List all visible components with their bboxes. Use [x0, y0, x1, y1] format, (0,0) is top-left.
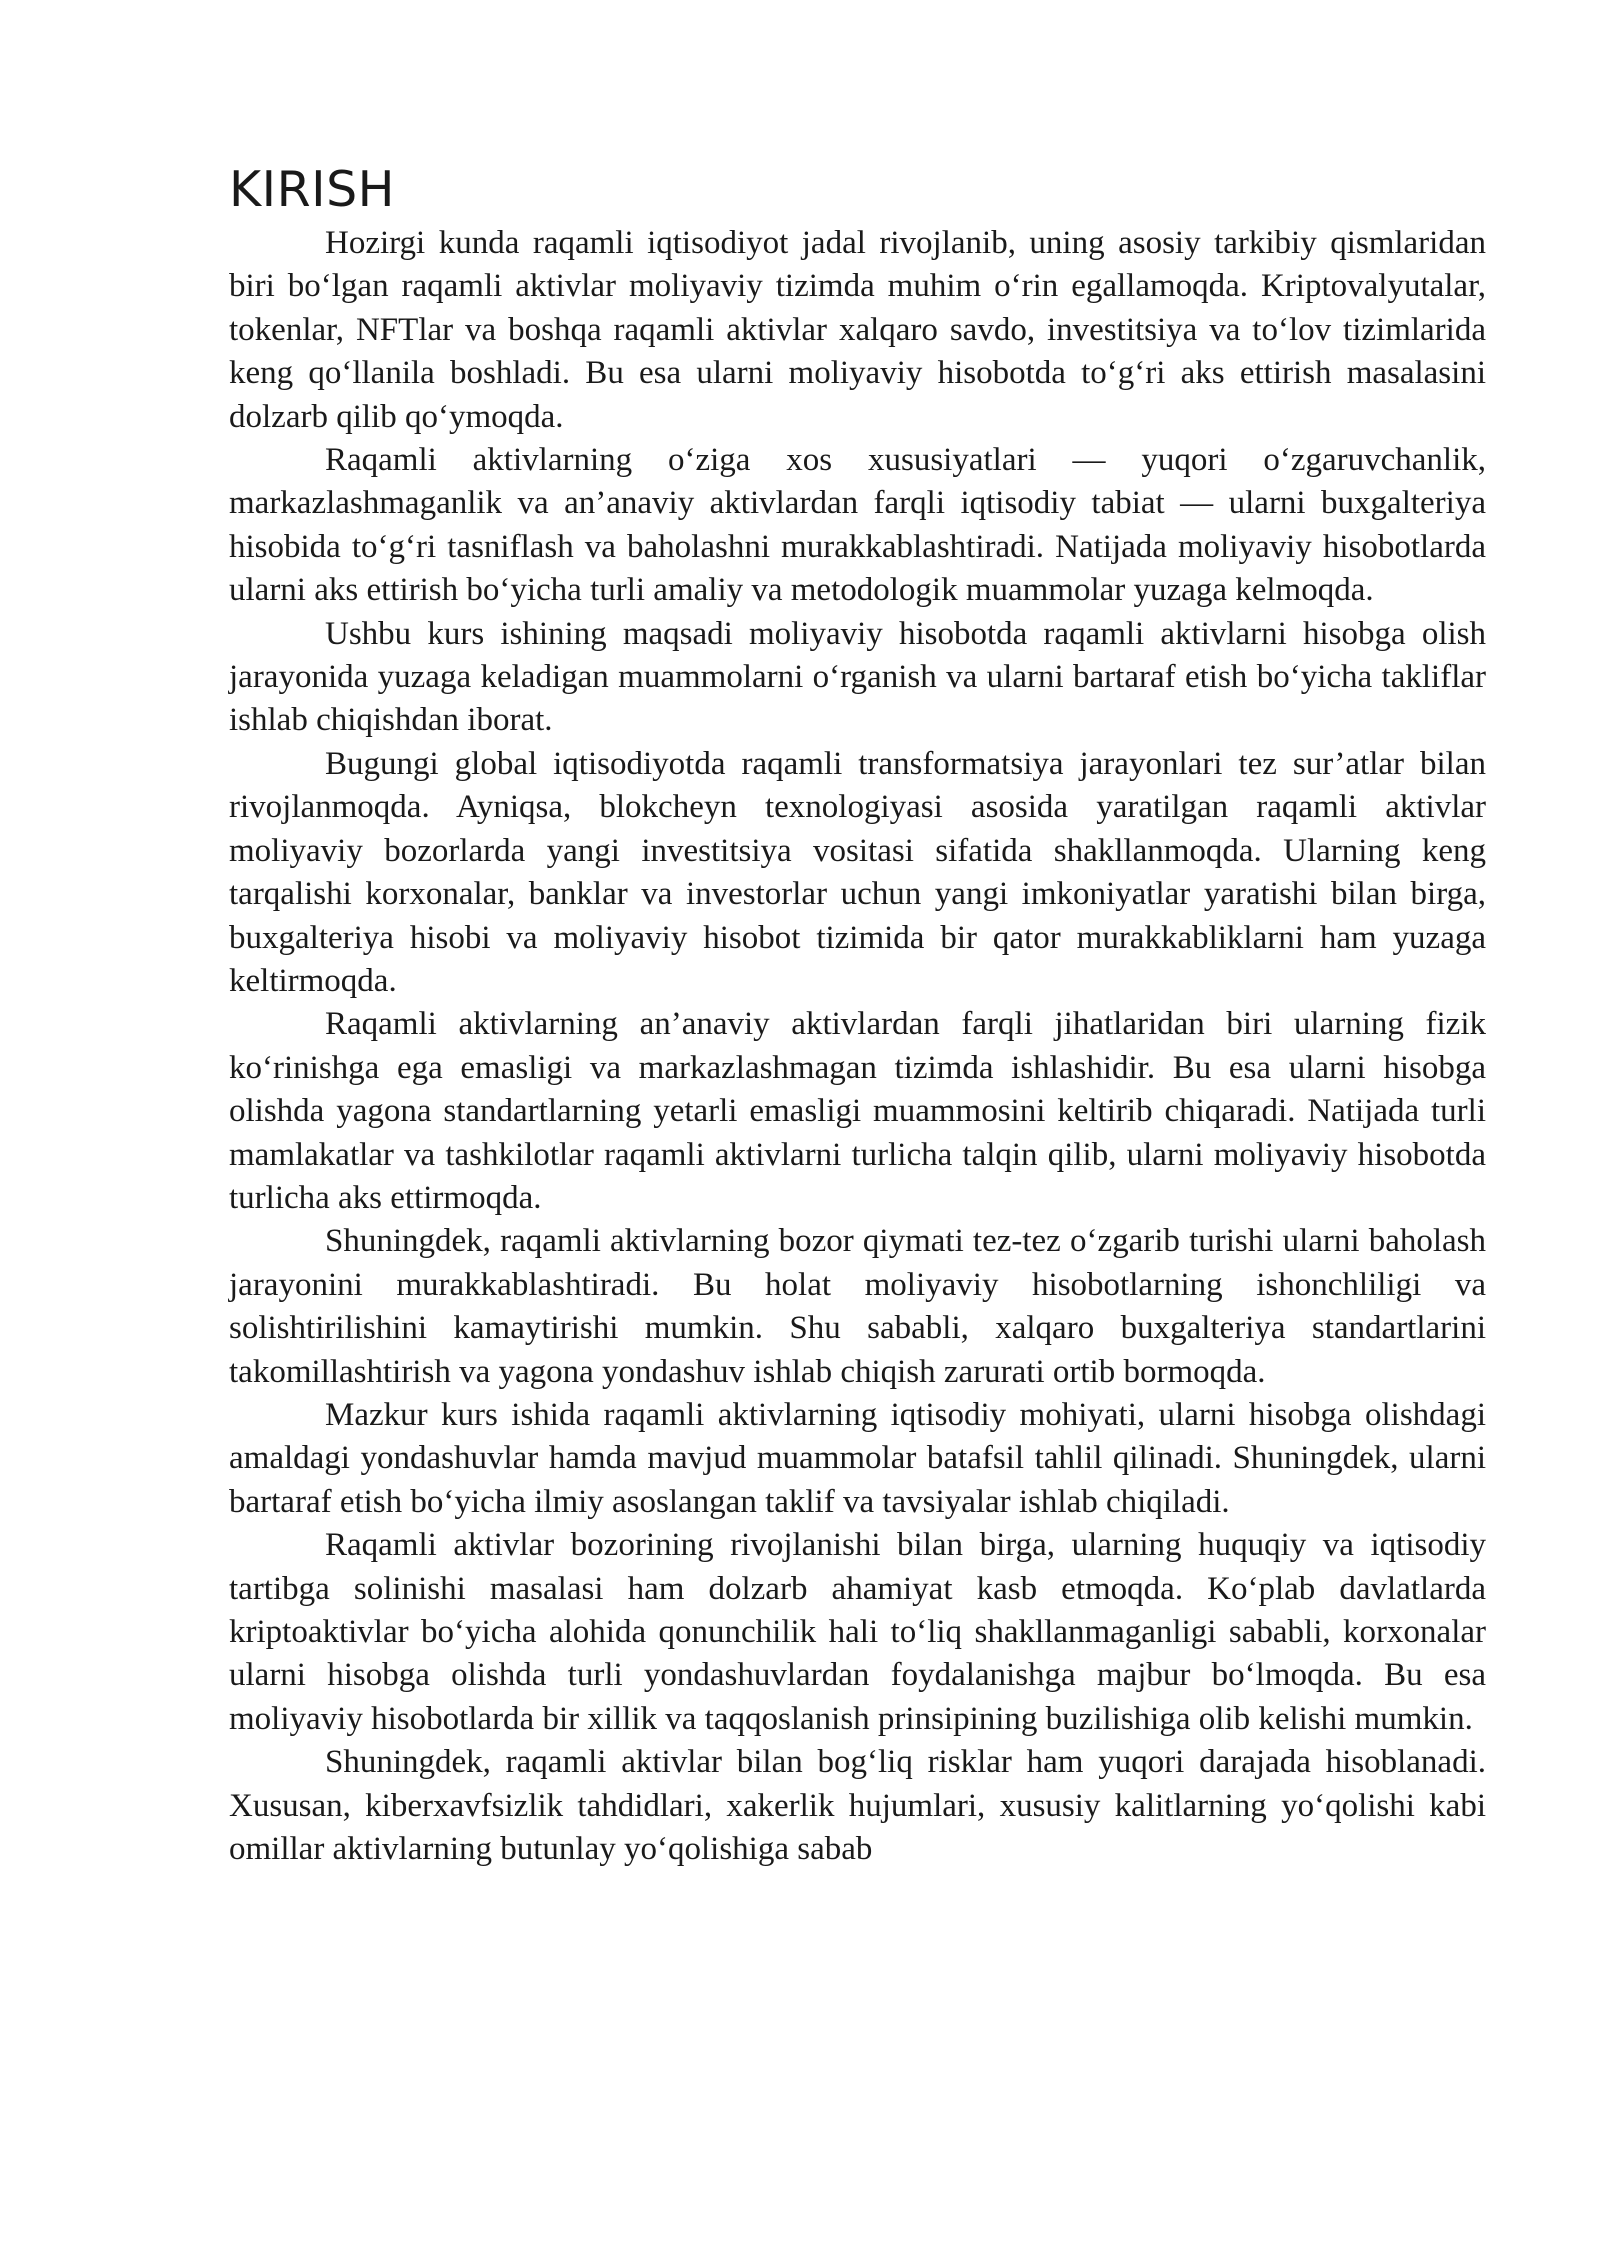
paragraph-4: Bugungi global iqtisodiyotda raqamli transformatsiya jarayonlari tez sur’atlar bilan rivojlanmoqda. Ayniqsa, blokcheyn texnologiyasi asosida yaratilgan raqamli aktivlar moliyaviy bozorlarda yangi investitsiya vositasi sifatida shakllanmoqda. Ularning keng tarqalishi korxonalar, banklar va investorlar uchun yangi imkoniyatlar yaratishi bilan birga, buxgalteriya hisobi va moliyaviy hisobot tizimida bir qator murakkabliklarni ham yuzaga keltirmoqda.: [229, 745, 1486, 999]
paragraph-1: Hozirgi kunda raqamli iqtisodiyot jadal rivojlanib, uning asosiy tarkibiy qismlaridan biri bo‘lgan raqamli aktivlar moliyaviy tizimda muhim o‘rin egallamoqda. Kriptovalyutalar, tokenlar, NFTlar va boshqa raqamli aktivlar xalqaro savdo, investitsiya va to‘lov tizimlarida keng qo‘llanila boshladi. Bu esa ularni moliyaviy hisobotda to‘g‘ri aks ettirish masalasini dolzarb qilib qo‘ymoqda.: [229, 225, 1486, 435]
paragraph-5: Raqamli aktivlarning an’anaviy aktivlardan farqli jihatlaridan biri ularning fizik ko‘rinishga ega emasligi va markazlashmagan tizimda ishlashidir. Bu esa ularni hisobga olishda yagona standartlarning yetarli emasligi muammosini keltirib chiqaradi. Natijada turli mamlakatlar va tashkilotlar raqamli aktivlarni turlicha talqin qilib, ularni moliyaviy hisobotda turlicha aks ettirmoqda.: [229, 1006, 1486, 1216]
document-body: [229, 160, 1486, 1871]
paragraph-3: Ushbu kurs ishining maqsadi moliyaviy hisobotda raqamli aktivlarni hisobga olish jarayonida yuzaga keladigan muammolarni o‘rganish va ularni bartaraf etish bo‘yicha takliflar ishlab chiqishdan iborat.: [229, 615, 1486, 739]
paragraph-2: Raqamli aktivlarning o‘ziga xos xususiyatlari — yuqori o‘zgaruvchanlik, markazlashmaganlik va an’anaviy aktivlardan farqli iqtisodiy tabiat — ularni buxgalteriya hisobida to‘g‘ri tasniflash va baholashni murakkablashtiradi. Natijada moliyaviy hisobotlarda ularni aks ettirish bo‘yicha turli amaliy va metodologik muammolar yuzaga kelmoqda.: [229, 442, 1486, 609]
paragraph-6: Shuningdek, raqamli aktivlarning bozor qiymati tez-tez o‘zgarib turishi ularni baholash jarayonini murakkablashtiradi. Bu holat moliyaviy hisobotlarning ishonchliligi va solishtirilishini kamaytirishi mumkin. Shu sababli, xalqaro buxgalteriya standartlarini takomillashtirish va yagona yondashuv ishlab chiqish zarurati ortib bormoqda.: [229, 1223, 1486, 1390]
section-title: KIRISH: [229, 161, 396, 218]
paragraph-7: Mazkur kurs ishida raqamli aktivlarning iqtisodiy mohiyati, ularni hisobga olishdagi amaldagi yondashuvlar hamda mavjud muammolar batafsil tahlil qilinadi. Shuningdek, ularni bartaraf etish bo‘yicha ilmiy asoslangan taklif va tavsiyalar ishlab chiqiladi.: [229, 1396, 1486, 1520]
paragraph-8: Raqamli aktivlar bozorining rivojlanishi bilan birga, ularning huquqiy va iqtisodiy tartibga solinishi masalasi ham dolzarb ahamiyat kasb etmoqda. Ko‘plab davlatlarda kriptoaktivlar bo‘yicha alohida qonunchilik hali to‘liq shakllanmaganligi sababli, korxonalar ularni hisobga olishda turli yondashuvlardan foydalanishga majbur bo‘lmoqda. Bu esa moliyaviy hisobotlarda bir xillik va taqqoslanish prinsipining buzilishiga olib kelishi mumkin.: [229, 1527, 1486, 1737]
paragraph-9: Shuningdek, raqamli aktivlar bilan bog‘liq risklar ham yuqori darajada hisoblanadi. Xususan, kiberxavfsizlik tahdidlari, xakerlik hujumlari, xususiy kalitlarning yo‘qolishi kabi omillar aktivlarning butunlay yo‘qolishiga sabab: [229, 1744, 1486, 1868]
